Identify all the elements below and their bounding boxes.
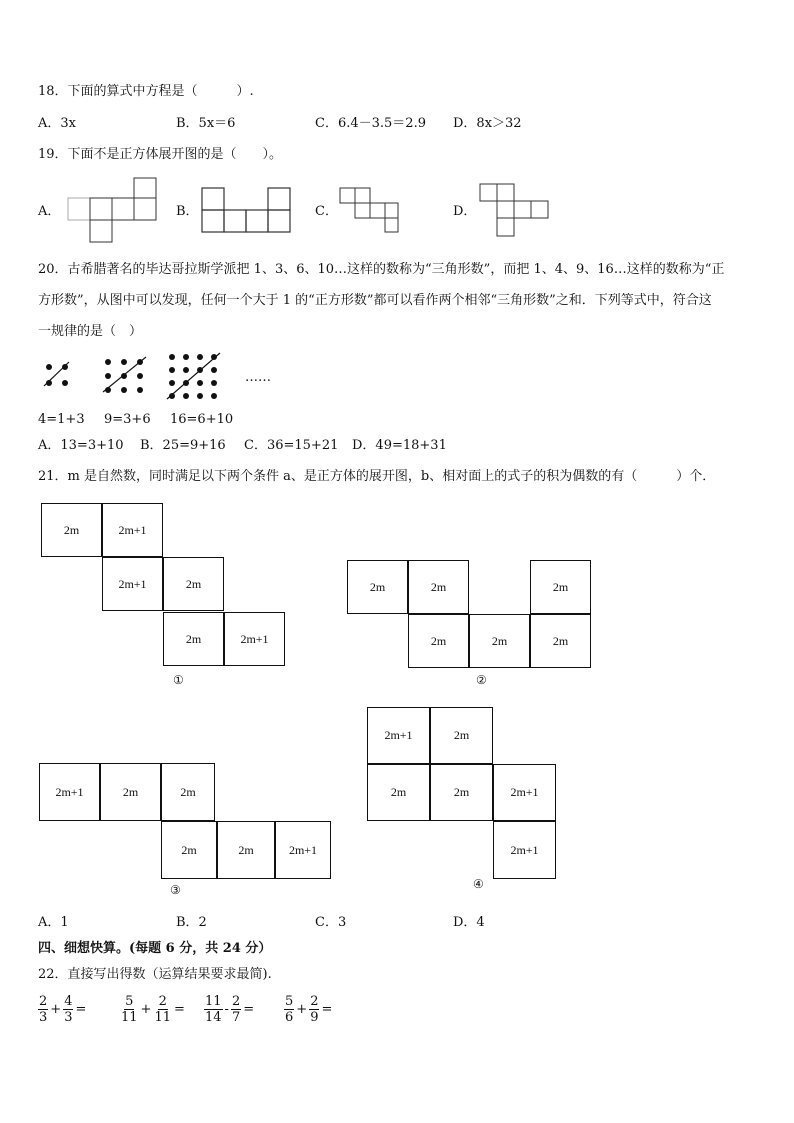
net1-cell: 2m+1 [102, 557, 163, 611]
numerator: 2 [310, 994, 319, 1009]
q21-stem: 21．m 是自然数，同时满足以下两个条件 a、是正方体的展开图，b、相对面上的式子的积为偶数的有（ ）个． [38, 469, 716, 484]
q18-option-b: B．5x＝6 [176, 116, 236, 131]
q19-label-d: D． [453, 204, 477, 219]
denominator: 3 [64, 1010, 73, 1025]
q19-figure-a [66, 176, 160, 246]
net1-cell: 2m [41, 503, 102, 557]
q22-expr-1 [38, 994, 88, 1025]
net3-cell: 2m [161, 821, 217, 879]
q18-option-a: A．3x [38, 116, 76, 131]
q21-mark-4: ④ [473, 877, 484, 891]
q20-dots-16 [164, 350, 224, 404]
q20-stem-line3: 一规律的是（ ） [38, 324, 143, 339]
equals-sign: = [75, 1002, 87, 1017]
q20-stem-line1: 20．古希腊著名的毕达哥拉斯学派把 1、3、6、10…这样的数称为“三角形数”，而把 1、4、9、16…这样的数称为“正 [38, 262, 725, 277]
q19-label-b: B． [176, 204, 199, 219]
denominator: 11 [121, 1010, 138, 1025]
q21-option-b: B．2 [176, 915, 207, 930]
net4-cell: 2m+1 [493, 764, 556, 821]
net4-cell: 2m [430, 707, 493, 764]
q20-option-b: B．25=9+16 [140, 438, 226, 453]
operator: - [224, 1002, 229, 1017]
q20-caption-16: 16=6+10 [170, 412, 234, 427]
net1-cell: 2m [163, 612, 224, 666]
section-4-title: 四、细想快算。(每题 6 分，共 24 分） [38, 941, 272, 956]
operator: + [296, 1002, 308, 1017]
net3-cell: 2m [217, 821, 275, 879]
net4-cell: 2m+1 [367, 707, 430, 764]
denominator: 11 [154, 1010, 171, 1025]
q21-option-a: A．1 [38, 915, 69, 930]
q20-option-c: C．36=15+21 [244, 438, 339, 453]
q21-mark-1: ① [173, 673, 184, 687]
q20-dots-9 [100, 354, 150, 398]
net3-cell: 2m+1 [275, 821, 331, 879]
q18-stem: 18．下面的算式中方程是（ ）. [38, 84, 254, 99]
operator: + [140, 1002, 152, 1017]
net2-cell: 2m [530, 560, 591, 614]
q22-expr-2 [120, 994, 187, 1025]
numerator: 4 [64, 994, 73, 1009]
q19-figure-b [200, 186, 296, 236]
numerator: 5 [285, 994, 294, 1009]
net2-cell: 2m [347, 560, 408, 614]
q19-figure-d [478, 182, 552, 240]
denominator: 7 [231, 1010, 241, 1025]
q19-stem: 19．下面不是正方体展开图的是（ ）。 [38, 147, 283, 162]
net3-cell: 2m [100, 763, 161, 821]
net1-cell: 2m+1 [224, 612, 285, 666]
denominator: 14 [205, 1010, 222, 1025]
q20-caption-4: 4=1+3 [38, 412, 85, 427]
q20-dots-4 [40, 358, 76, 394]
denominator: 3 [39, 1010, 48, 1025]
equals-sign: = [174, 1002, 185, 1017]
denominator: 9 [310, 1010, 319, 1025]
numerator: 2 [39, 994, 48, 1009]
net3-cell: 2m+1 [39, 763, 100, 821]
equals-sign: = [321, 1002, 333, 1017]
equals-sign: = [243, 1002, 255, 1017]
q19-label-a: A． [38, 204, 61, 219]
net3-cell: 2m [161, 763, 215, 821]
q21-option-d: D．4 [453, 915, 485, 930]
q20-caption-9: 9=3+6 [104, 412, 151, 427]
numerator: 5 [125, 994, 134, 1009]
denominator: 6 [285, 1010, 294, 1025]
net1-cell: 2m+1 [102, 503, 163, 557]
numerator: 2 [158, 994, 167, 1009]
net2-cell: 2m [530, 614, 591, 668]
net4-cell: 2m+1 [493, 821, 556, 879]
q20-stem-line2: 方形数”，从图中可以发现，任何一个大于 1 的“正方形数”都可以看作两个相邻“三角形数”之和．下列等式中，符合这 [38, 293, 712, 308]
q21-mark-3: ③ [170, 883, 181, 897]
net2-cell: 2m [408, 560, 469, 614]
q22-expr-4 [284, 994, 334, 1025]
q19-label-c: C． [315, 204, 338, 219]
q20-option-d: D．49=18+31 [352, 438, 447, 453]
net4-cell: 2m [430, 764, 493, 821]
q20-option-a: A．13=3+10 [38, 438, 124, 453]
q18-option-c: C．6.4－3.5＝2.9 [315, 116, 426, 131]
net2-cell: 2m [469, 614, 530, 668]
net1-cell: 2m [163, 557, 224, 611]
numerator: 11 [205, 994, 222, 1009]
q18-option-d: D．8x＞32 [453, 116, 522, 131]
net4-cell: 2m [367, 764, 430, 821]
q21-mark-2: ② [476, 673, 487, 687]
q22-expr-3 [204, 994, 256, 1025]
numerator: 2 [231, 994, 241, 1009]
q22-stem: 22．直接写出得数（运算结果要求最简). [38, 967, 272, 982]
net2-cell: 2m [408, 614, 469, 668]
q19-figure-c [338, 186, 400, 234]
operator: + [50, 1002, 62, 1017]
q20-ellipsis: …… [245, 370, 271, 385]
q21-option-c: C．3 [315, 915, 347, 930]
